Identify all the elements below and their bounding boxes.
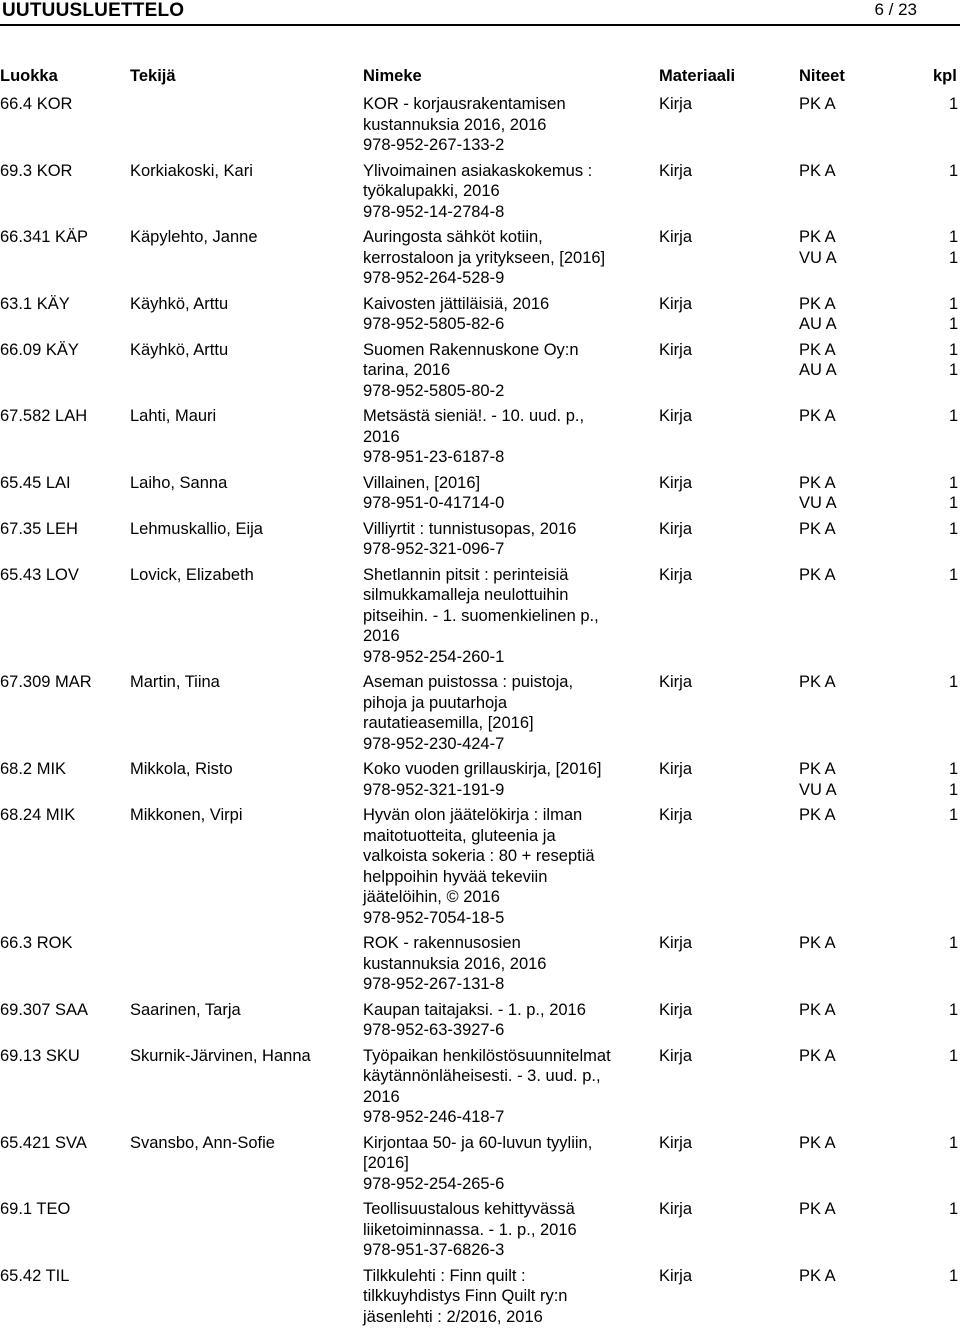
copy-count <box>949 340 958 381</box>
title-line: 978-952-264-528-9 <box>363 269 505 287</box>
title-line: 978-952-14-2784-8 <box>363 202 505 221</box>
author: Korkiakoski, Kari <box>130 161 253 180</box>
copies-location <box>799 340 837 381</box>
table-row <box>0 340 960 407</box>
class-code: 65.43 LOV <box>0 565 79 584</box>
table-row <box>0 933 960 1000</box>
location-line: PK A <box>799 934 836 952</box>
count-line: 1 <box>949 361 959 379</box>
catalog-table <box>0 94 960 1332</box>
title-cell <box>363 340 579 402</box>
count-line: 1 <box>949 248 959 267</box>
copy-count <box>949 1000 958 1021</box>
location-line: AU A <box>799 315 837 333</box>
title-line: 978-952-230-424-7 <box>363 734 505 753</box>
location-line: VU A <box>799 248 837 267</box>
title-cell <box>363 406 584 468</box>
title-line: Kaupan taitajaksi. - 1. p., 2016 <box>363 1000 586 1019</box>
title-cell <box>363 933 546 995</box>
copies-location <box>799 1199 836 1220</box>
copies-location <box>799 1133 836 1154</box>
material: Kirja <box>659 565 693 584</box>
title-line: liiketoiminnassa. - 1. p., 2016 <box>363 1220 577 1239</box>
title-line: jäätelöihin, © 2016 <box>363 888 500 906</box>
title-line: valkoista sokeria : 80 + reseptiä <box>363 847 595 865</box>
title-cell <box>363 161 592 223</box>
title-line: 978-952-7054-18-5 <box>363 908 505 927</box>
material: Kirja <box>659 760 693 778</box>
copy-count <box>949 1133 958 1154</box>
title-line: 2016 <box>363 627 400 645</box>
copy-count <box>949 672 958 693</box>
column-header-niteet: Niteet <box>799 67 845 85</box>
location-line: PK A <box>799 760 836 778</box>
copy-count <box>949 94 958 115</box>
material: Kirja <box>659 294 693 313</box>
page-header <box>0 0 960 22</box>
title-line: 978-952-246-418-7 <box>363 1108 505 1126</box>
title-line: 978-952-267-133-2 <box>363 136 505 154</box>
material: Kirja <box>659 161 693 180</box>
title-line: silmukkamalleja neulottuihin <box>363 586 569 604</box>
title-line: Koko vuoden grillauskirja, [2016] <box>363 760 602 778</box>
copies-location <box>799 933 836 954</box>
author: Käpylehto, Janne <box>130 228 258 246</box>
copy-count <box>949 759 958 800</box>
table-row <box>0 94 960 161</box>
copies-location <box>799 94 836 115</box>
class-code: 68.24 MIK <box>0 806 76 824</box>
count-line: 1 <box>949 161 959 180</box>
title-cell <box>363 227 605 289</box>
title-cell <box>363 1199 577 1261</box>
class-code: 65.421 SVA <box>0 1133 87 1152</box>
table-row <box>0 227 960 294</box>
location-line: VU A <box>799 780 837 799</box>
count-line: 1 <box>949 673 959 691</box>
material: Kirja <box>659 1046 693 1065</box>
title-line: 978-952-267-131-8 <box>363 975 505 993</box>
material: Kirja <box>659 1266 693 1285</box>
title-cell <box>363 294 549 335</box>
copies-location <box>799 406 836 427</box>
table-row <box>0 294 960 340</box>
title-cell <box>363 1000 586 1041</box>
title-line: Auringosta sähköt kotiin, <box>363 228 543 246</box>
title-line: maitotuotteita, gluteenia ja <box>363 826 556 845</box>
class-code: 67.309 MAR <box>0 673 92 691</box>
count-line: 1 <box>949 565 959 584</box>
title-line: kustannuksia 2016, 2016 <box>363 115 547 134</box>
material: Kirja <box>659 95 693 113</box>
title-line: Shetlannin pitsit : perinteisiä <box>363 565 569 584</box>
title-line: Ylivoimainen asiakaskokemus : <box>363 161 593 180</box>
title-cell <box>363 1046 611 1128</box>
class-code: 69.307 SAA <box>0 1000 89 1019</box>
class-code: 66.341 KÄP <box>0 228 89 246</box>
author: Lovick, Elizabeth <box>130 565 254 584</box>
title-line: 978-952-254-260-1 <box>363 647 505 666</box>
count-line: 1 <box>949 1266 959 1285</box>
class-code: 67.582 LAH <box>0 407 88 425</box>
location-line: PK A <box>799 407 836 425</box>
title-line: Työpaikan henkilöstösuunnitelmat <box>363 1046 611 1065</box>
title-line: Villiyrtit : tunnistusopas, 2016 <box>363 519 577 538</box>
title-line: 978-952-254-265-6 <box>363 1174 505 1193</box>
count-line: 1 <box>949 473 959 492</box>
location-line: AU A <box>799 361 837 379</box>
location-line: PK A <box>799 673 836 691</box>
copy-count <box>949 1046 958 1067</box>
title-line: 978-952-5805-82-6 <box>363 315 505 333</box>
title-line: tilkkuyhdistys Finn Quilt ry:n <box>363 1287 568 1305</box>
material: Kirja <box>659 519 693 538</box>
column-header-materiaali: Materiaali <box>659 67 736 85</box>
copies-location <box>799 473 837 514</box>
count-line: 1 <box>949 760 959 778</box>
material: Kirja <box>659 806 693 824</box>
copies-location <box>799 759 837 800</box>
table-row <box>0 406 960 473</box>
copies-location <box>799 1266 836 1287</box>
copy-count <box>949 519 958 540</box>
title-line: jäsenlehti : 2/2016, 2016 <box>363 1307 543 1326</box>
count-line: 1 <box>949 519 959 538</box>
title-cell <box>363 672 573 754</box>
table-row <box>0 473 960 519</box>
header-rule <box>0 24 960 26</box>
table-row <box>0 1000 960 1046</box>
title-line: 2016 <box>363 427 400 446</box>
copies-location <box>799 519 836 540</box>
title-line: kustannuksia 2016, 2016 <box>363 954 547 973</box>
count-line: 1 <box>949 228 959 246</box>
location-line: PK A <box>799 294 836 313</box>
column-header-tekija: Tekijä <box>130 67 176 85</box>
table-row <box>0 1266 960 1333</box>
copy-count <box>949 294 958 335</box>
count-line: 1 <box>949 780 959 799</box>
copy-count <box>949 227 958 268</box>
material: Kirja <box>659 228 693 246</box>
title-line: 978-951-0-41714-0 <box>363 494 505 512</box>
table-row <box>0 1046 960 1133</box>
title-line: pihoja ja puutarhoja <box>363 693 508 712</box>
count-line: 1 <box>949 1133 959 1152</box>
class-code: 66.4 KOR <box>0 95 73 113</box>
title-cell <box>363 565 599 668</box>
location-line: PK A <box>799 1046 836 1065</box>
table-row <box>0 1133 960 1200</box>
copies-location <box>799 227 837 268</box>
class-code: 65.45 LAI <box>0 473 71 492</box>
title-line: kerrostaloon ja yritykseen, [2016] <box>363 248 606 267</box>
title-line: pitseihin. - 1. suomenkielinen p., <box>363 606 599 625</box>
title-line: 978-952-63-3927-6 <box>363 1021 505 1039</box>
location-line: PK A <box>799 1133 836 1152</box>
author: Martin, Tiina <box>130 673 220 691</box>
location-line: PK A <box>799 1266 836 1285</box>
material: Kirja <box>659 934 693 952</box>
title-line: Aseman puistossa : puistoja, <box>363 673 574 691</box>
location-line: PK A <box>799 806 836 824</box>
class-code: 66.3 ROK <box>0 934 73 952</box>
class-code: 67.35 LEH <box>0 519 78 538</box>
title-line: 978-951-37-6826-3 <box>363 1241 505 1259</box>
count-line: 1 <box>949 806 959 824</box>
column-header-luokka: Luokka <box>0 67 58 85</box>
title-line: helppoihin hyvää tekeviin <box>363 867 548 886</box>
title-line: 2016 <box>363 1087 400 1106</box>
count-line: 1 <box>949 1000 959 1019</box>
title-line: työkalupakki, 2016 <box>363 182 500 200</box>
title-line: Tilkkulehti : Finn quilt : <box>363 1266 526 1285</box>
title-line: Teollisuustalous kehittyvässä <box>363 1200 575 1218</box>
copy-count <box>949 805 958 826</box>
title-line: 978-952-5805-80-2 <box>363 381 505 400</box>
copies-location <box>799 1000 836 1021</box>
title-line: Villainen, [2016] <box>363 473 481 492</box>
class-code: 69.1 TEO <box>0 1200 71 1218</box>
class-code: 69.13 SKU <box>0 1046 80 1065</box>
author: Käyhkö, Arttu <box>130 294 229 313</box>
title-line: rautatieasemilla, [2016] <box>363 714 534 732</box>
material: Kirja <box>659 1133 693 1152</box>
count-line: 1 <box>949 1200 959 1218</box>
location-line: PK A <box>799 161 836 180</box>
count-line: 1 <box>949 494 959 512</box>
title-line: [2016] <box>363 1154 409 1172</box>
page-number: 6 / 23 <box>874 0 917 19</box>
class-code: 69.3 KOR <box>0 161 73 180</box>
copy-count <box>949 1199 958 1220</box>
copies-location <box>799 805 836 826</box>
table-row <box>0 672 960 759</box>
count-line: 1 <box>949 95 959 113</box>
title-line: Kirjontaa 50- ja 60-luvun tyyliin, <box>363 1133 593 1152</box>
copy-count <box>949 565 958 586</box>
title-line: Suomen Rakennuskone Oy:n <box>363 340 579 359</box>
location-line: PK A <box>799 473 836 492</box>
count-line: 1 <box>949 1046 959 1065</box>
title-line: käytännönläheisesti. - 3. uud. p., <box>363 1067 601 1085</box>
author: Mikkola, Risto <box>130 760 233 778</box>
count-line: 1 <box>949 407 959 425</box>
copy-count <box>949 473 958 514</box>
material: Kirja <box>659 1000 693 1019</box>
location-line: VU A <box>799 494 837 512</box>
material: Kirja <box>659 1200 693 1218</box>
count-line: 1 <box>949 294 959 313</box>
table-row <box>0 161 960 228</box>
class-code: 65.42 TIL <box>0 1266 70 1285</box>
table-row <box>0 519 960 565</box>
location-line: PK A <box>799 565 836 584</box>
title-line: KOR - korjausrakentamisen <box>363 95 566 113</box>
location-line: PK A <box>799 228 836 246</box>
title-cell <box>363 519 576 560</box>
title-cell <box>363 759 601 800</box>
material: Kirja <box>659 340 693 359</box>
table-row <box>0 565 960 673</box>
author: Saarinen, Tarja <box>130 1000 241 1019</box>
class-code: 66.09 KÄY <box>0 340 79 359</box>
column-header-kpl: kpl <box>933 67 957 85</box>
copy-count <box>949 1266 958 1287</box>
title-cell <box>363 1133 592 1195</box>
count-line: 1 <box>949 340 959 359</box>
title-line: Metsästä sieniä!. - 10. uud. p., <box>363 407 585 425</box>
author: Skurnik-Järvinen, Hanna <box>130 1046 311 1065</box>
copies-location <box>799 1046 836 1067</box>
class-code: 68.2 MIK <box>0 760 67 778</box>
table-row <box>0 1199 960 1266</box>
author: Lahti, Mauri <box>130 407 217 425</box>
copies-location <box>799 161 836 182</box>
author: Laiho, Sanna <box>130 473 228 492</box>
copies-location <box>799 565 836 586</box>
title-cell <box>363 1266 567 1328</box>
material: Kirja <box>659 673 693 691</box>
location-line: PK A <box>799 1200 836 1218</box>
title-line: 978-952-321-096-7 <box>363 540 505 558</box>
location-line: PK A <box>799 340 836 359</box>
class-code: 63.1 KÄY <box>0 294 70 313</box>
copies-location <box>799 672 836 693</box>
table-row <box>0 759 960 805</box>
author: Lehmuskallio, Eija <box>130 519 263 538</box>
copies-location <box>799 294 837 335</box>
column-header-nimeke: Nimeke <box>363 67 422 85</box>
title-line: 978-951-23-6187-8 <box>363 448 505 466</box>
title-line: 978-952-321-191-9 <box>363 780 505 799</box>
material: Kirja <box>659 407 693 425</box>
title-line: tarina, 2016 <box>363 361 451 379</box>
location-line: PK A <box>799 519 836 538</box>
title-cell <box>363 473 504 514</box>
title-cell <box>363 94 566 156</box>
title-line: ROK - rakennusosien <box>363 934 521 952</box>
catalog-title: UUTUUSLUETTELO <box>2 0 185 21</box>
copy-count <box>949 933 958 954</box>
table-row <box>0 805 960 933</box>
title-line: Hyvän olon jäätelökirja : ilman <box>363 806 583 824</box>
location-line: PK A <box>799 1000 836 1019</box>
author: Svansbo, Ann-Sofie <box>130 1133 275 1152</box>
title-cell <box>363 805 595 928</box>
title-line: Kaivosten jättiläisiä, 2016 <box>363 294 550 313</box>
material: Kirja <box>659 473 693 492</box>
count-line: 1 <box>949 315 959 333</box>
author: Mikkonen, Virpi <box>130 806 243 824</box>
author: Käyhkö, Arttu <box>130 340 229 359</box>
location-line: PK A <box>799 95 836 113</box>
copy-count <box>949 406 958 427</box>
copy-count <box>949 161 958 182</box>
count-line: 1 <box>949 934 959 952</box>
